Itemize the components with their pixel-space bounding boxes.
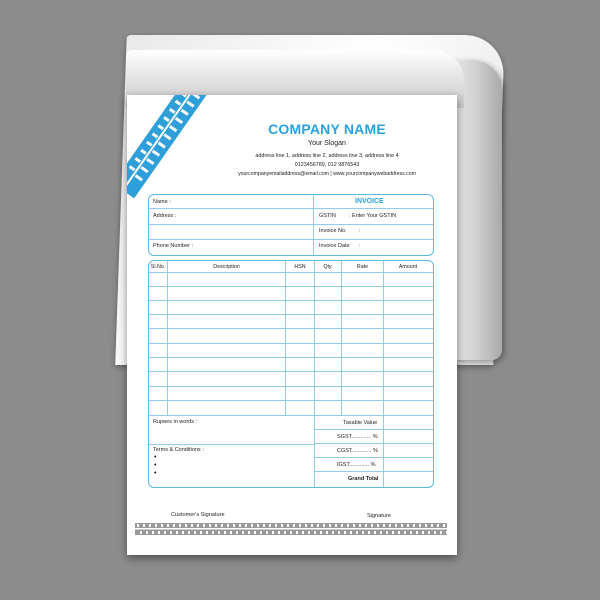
terms-label: Terms & Conditions : bbox=[153, 447, 204, 453]
table-column-line bbox=[167, 261, 168, 415]
words-divider bbox=[149, 444, 314, 445]
table-row-line bbox=[149, 286, 433, 287]
totals-row-line bbox=[315, 471, 433, 472]
phone-label: Phone Number : bbox=[153, 243, 194, 249]
items-table bbox=[148, 260, 434, 488]
table-row-line bbox=[149, 357, 433, 358]
header-description: Description bbox=[213, 264, 240, 270]
customer-signature-label: Customer's Signature bbox=[171, 512, 225, 518]
gstin-value: : Enter Your GSTIN bbox=[349, 213, 397, 219]
rupees-in-words-label: Rupees in words : bbox=[153, 419, 198, 425]
header-rate: Rate bbox=[356, 264, 369, 270]
table-column-line bbox=[383, 261, 384, 487]
invoice-page bbox=[127, 95, 457, 555]
info-divider bbox=[313, 195, 314, 255]
table-column-line bbox=[341, 261, 342, 415]
invoice-number-sep: : bbox=[359, 228, 361, 234]
terms-bullet: • bbox=[154, 462, 157, 469]
header-amount: Amount bbox=[398, 264, 418, 270]
sgst-label: SGST............. % bbox=[337, 434, 378, 440]
totals-row-line bbox=[315, 429, 433, 430]
signature-label: Signature bbox=[367, 513, 391, 519]
table-row-line bbox=[149, 371, 433, 372]
totals-row-line bbox=[315, 457, 433, 458]
terms-bullet: • bbox=[154, 470, 157, 477]
company-header bbox=[197, 121, 457, 177]
table-header-line bbox=[149, 272, 433, 273]
name-label: Name : bbox=[153, 199, 171, 205]
table-row-line bbox=[149, 314, 433, 315]
table-row-line bbox=[149, 400, 433, 401]
info-row-line bbox=[149, 208, 433, 209]
bottom-tread-strip bbox=[135, 523, 447, 535]
table-row-line bbox=[149, 343, 433, 344]
table-row-line bbox=[149, 415, 433, 416]
gstin-label: GSTIN bbox=[319, 213, 336, 219]
table-row-line bbox=[149, 300, 433, 301]
igst-label: IGST............. % bbox=[337, 462, 376, 468]
grand-total-label: Grand Total bbox=[348, 476, 379, 482]
taxable-value-label: Taxable Value bbox=[343, 420, 378, 426]
invoice-date-sep: : bbox=[359, 243, 361, 249]
terms-bullet: • bbox=[154, 454, 157, 461]
cgst-label: CGST............. % bbox=[337, 448, 378, 454]
company-address: address line 1, address line 2, address line 3, address line 4 bbox=[255, 153, 399, 159]
invoice-number-label: Invoice No. bbox=[319, 228, 347, 234]
company-contacts: yourcompanyemailaddress@email.com | www.yourcompanywebaddress.com bbox=[238, 171, 416, 177]
company-slogan: Your Slogan bbox=[308, 140, 346, 147]
company-name: COMPANY NAME bbox=[268, 121, 386, 137]
table-column-line bbox=[314, 261, 315, 487]
info-row-line bbox=[149, 224, 433, 225]
header-slno: Sl.No. bbox=[150, 264, 166, 270]
table-row-line bbox=[149, 328, 433, 329]
table-column-line bbox=[285, 261, 286, 415]
header-qty: Qty. bbox=[323, 264, 333, 270]
invoice-title: INVOICE bbox=[355, 198, 384, 205]
company-phone: 0123456789, 012 9876543 bbox=[294, 162, 360, 168]
totals-row-line bbox=[315, 443, 433, 444]
address-label: Address : bbox=[153, 213, 177, 219]
invoice-date-label: Invoice Date bbox=[319, 243, 350, 249]
info-row-line bbox=[149, 239, 433, 240]
header-hsn: HSN bbox=[294, 264, 306, 270]
table-row-line bbox=[149, 386, 433, 387]
